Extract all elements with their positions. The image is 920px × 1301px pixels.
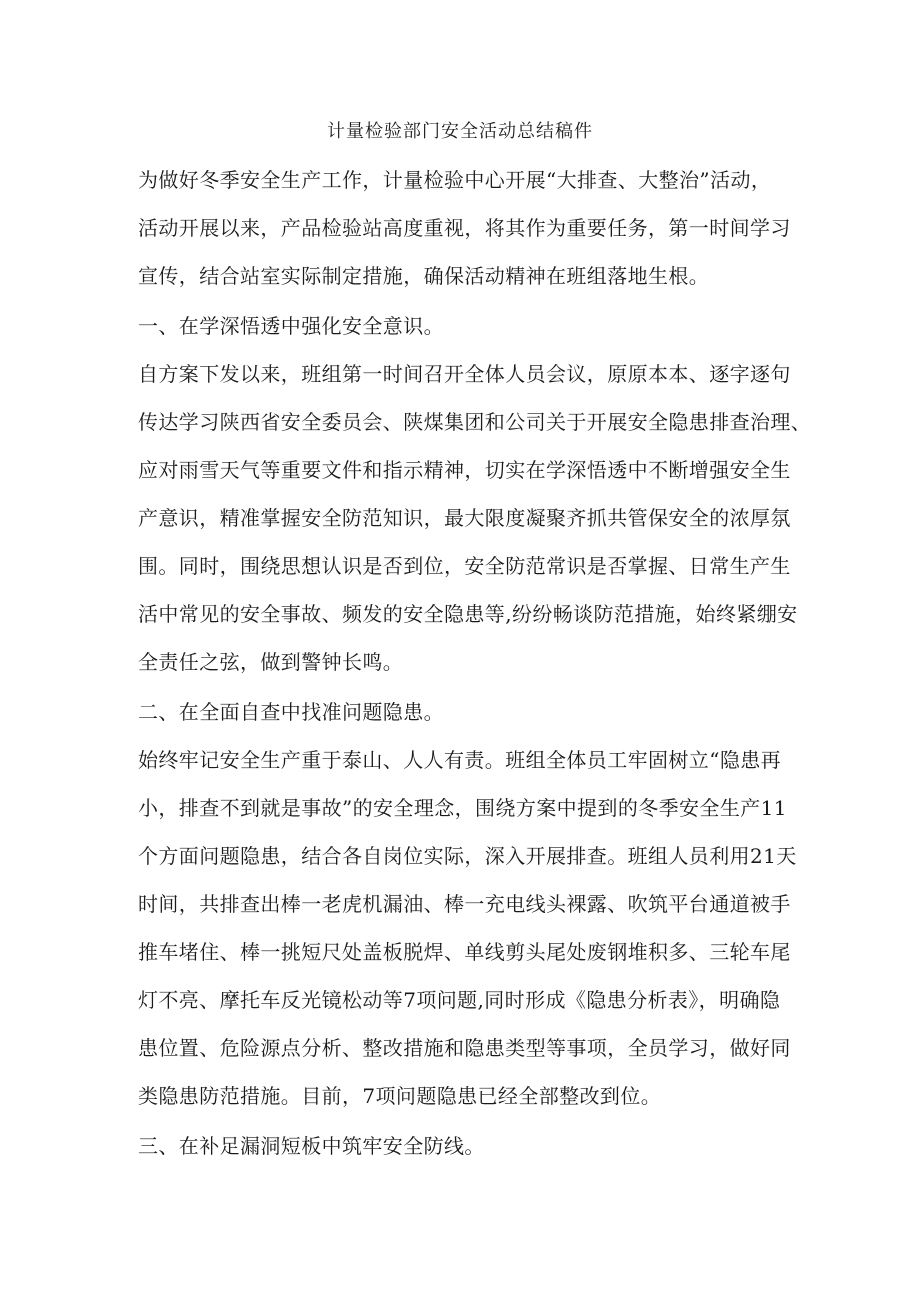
section-heading-3: 三、在补足漏洞短板中筑牢安全防线。: [138, 1134, 485, 1158]
paragraph-line: 小，排查不到就是事故”的安全理念，围绕方案中提到的冬季安全生产11: [138, 796, 787, 820]
paragraph-line: 产意识，精准掌握安全防范知识，最大限度凝聚齐抓共管保安全的浓厚氛: [138, 506, 791, 530]
document-title: 计量检验部门安全活动总结稿件: [327, 121, 593, 142]
paragraph-line: 个方面问题隐患，结合各自岗位实际，深入开展排查。班组人员利用21天: [138, 844, 797, 868]
paragraph-line: 为做好冬季安全生产工作，计量检验中心开展“大排查、大整治”活动，: [138, 168, 772, 192]
paragraph-line: 全责任之弦，做到警钟长鸣。: [138, 650, 404, 674]
paragraph-line: 患位置、危险源点分析、整改措施和隐患类型等事项，全员学习，做好同: [138, 1036, 791, 1060]
paragraph-line: 围。同时，围绕思想认识是否到位，安全防范常识是否掌握、日常生产生: [138, 554, 791, 578]
paragraph-line: 自方案下发以来，班组第一时间召开全体人员会议，原原本本、逐字逐句: [138, 362, 791, 386]
paragraph-line: 灯不亮、摩托车反光镜松动等7项问题,同时形成《隐患分析表》，明确隐: [138, 988, 781, 1012]
section-heading-1: 一、在学深悟透中强化安全意识。: [138, 314, 444, 338]
paragraph-line: 传达学习陕西省安全委员会、陕煤集团和公司关于开展安全隐患排查治理、: [138, 410, 812, 434]
paragraph-line: 活中常见的安全事故、频发的安全隐患等,纷纷畅谈防范措施，始终紧绷安: [138, 602, 798, 626]
paragraph-line: 始终牢记安全生产重于泰山、人人有责。班组全体员工牢固树立“隐患再: [138, 748, 782, 772]
paragraph-line: 宣传，结合站室实际制定措施，确保活动精神在班组落地生根。: [138, 264, 710, 288]
paragraph-line: 应对雨雪天气等重要文件和指示精神，切实在学深悟透中不断增强安全生: [138, 458, 791, 482]
paragraph-line: 时间，共排查出棒一老虎机漏油、棒一充电线头裸露、吹筑平台通道被手: [138, 892, 791, 916]
paragraph-line: 活动开展以来，产品检验站高度重视，将其作为重要任务，第一时间学习: [138, 216, 791, 240]
paragraph-line: 类隐患防范措施。目前，7项问题隐患已经全部整改到位。: [138, 1084, 662, 1108]
section-heading-2: 二、在全面自查中找准问题隐患。: [138, 700, 444, 724]
paragraph-line: 推车堵住、棒一挑短尺处盖板脱焊、单线剪头尾处废钢堆积多、三轮车尾: [138, 940, 791, 964]
